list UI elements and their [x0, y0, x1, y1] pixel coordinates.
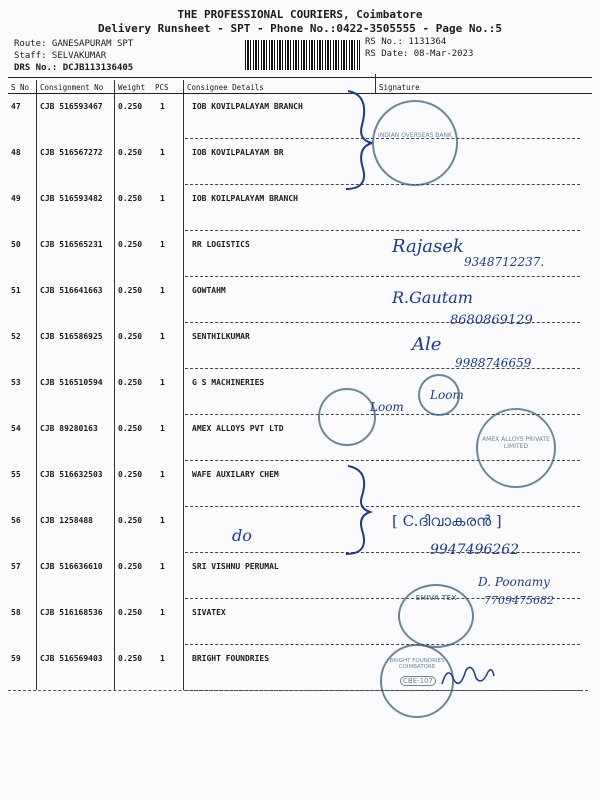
pcs-cell: 1: [160, 148, 165, 157]
signature-scribble: [438, 660, 498, 690]
consignee-name: WAFE AUXILARY CHEM: [192, 470, 279, 479]
rs-number: RS No.: 1131364: [365, 37, 447, 47]
consignment-number: CJB 516168536: [40, 608, 103, 617]
row-dashed-rule: [185, 644, 580, 645]
pcs-cell: 1: [160, 424, 165, 433]
consignee-name: IOB KOVILPALAYAM BRANCH: [192, 102, 303, 111]
sno-cell: 52: [11, 332, 21, 341]
weight-cell: 0.250: [118, 608, 143, 617]
consignee-name: SIVATEX: [192, 608, 226, 617]
phone-note: 7709475682: [484, 594, 554, 607]
col-signature: Signature: [379, 83, 420, 92]
pcs-cell: 1: [160, 470, 165, 479]
sno-cell: 48: [11, 148, 21, 157]
consignment-number: CJB 516593467: [40, 102, 103, 111]
signature: Loom: [430, 388, 464, 402]
phone-note: 9988746659: [455, 356, 532, 370]
pcs-cell: 1: [160, 332, 165, 341]
weight-cell: 0.250: [118, 654, 143, 663]
col-consignee: Consignee Details: [187, 83, 264, 92]
stamp-text: AMEX ALLOYS PRIVATE LIMITED: [482, 436, 550, 450]
iob-stamp: [372, 100, 458, 186]
weight-cell: 0.250: [118, 470, 143, 479]
sno-cell: 50: [11, 240, 21, 249]
route-label: Route: GANESAPURAM SPT: [14, 39, 134, 49]
pcs-cell: 1: [160, 516, 165, 525]
sno-cell: 57: [11, 562, 21, 571]
col-weight: Weight: [118, 83, 146, 92]
stamp-text: SHIVA TEX: [415, 594, 457, 602]
row-dashed-rule: [185, 230, 580, 231]
consignment-number: CJB 516569403: [40, 654, 103, 663]
signature: Ale: [412, 334, 442, 355]
bracket-mark: [340, 460, 380, 560]
stamp-code: CBE-107: [400, 676, 436, 686]
weight-cell: 0.250: [118, 516, 143, 525]
signature: [ C.ദിവാകരൻ ]: [392, 512, 502, 530]
row-dashed-rule: [185, 552, 580, 553]
runsheet-subtitle: Delivery Runsheet - SPT - Phone No.:0422-3505555 - Page No.:5: [98, 22, 502, 35]
weight-cell: 0.250: [118, 148, 143, 157]
signature: D. Poonamy: [478, 575, 550, 589]
consignee-name: SENTHILKUMAR: [192, 332, 250, 341]
staff-label: Staff: SELVAKUMAR: [14, 51, 107, 61]
col-sno: S No: [11, 83, 30, 92]
row-dashed-rule: [185, 184, 580, 185]
sno-cell: 54: [11, 424, 21, 433]
consignment-number: CJB 516565231: [40, 240, 103, 249]
stamp-text: INDIAN OVERSEAS BANK: [378, 132, 452, 139]
sno-cell: 49: [11, 194, 21, 203]
consignee-name: G S MACHINERIES: [192, 378, 265, 387]
company-title: THE PROFESSIONAL COURIERS, Coimbatore: [177, 8, 423, 21]
header-rule-bottom: [8, 93, 592, 94]
weight-cell: 0.250: [118, 194, 143, 203]
weight-cell: 0.250: [118, 424, 143, 433]
barcode: [245, 40, 360, 70]
consignment-number: CJB 516593482: [40, 194, 103, 203]
pcs-cell: 1: [160, 240, 165, 249]
gs-machineries-stamp: [318, 388, 376, 446]
shiva-tex-stamp: [398, 584, 474, 648]
consignment-number: CJB 516510594: [40, 378, 103, 387]
consignment-number: CJB 516641663: [40, 286, 103, 295]
sno-cell: 58: [11, 608, 21, 617]
pcs-cell: 1: [160, 562, 165, 571]
round-stamp: [418, 374, 460, 416]
table-row: [0, 604, 600, 650]
signature: Rajasek: [392, 236, 464, 257]
phone-note: 8680869129: [450, 313, 533, 328]
sno-cell: 53: [11, 378, 21, 387]
consignment-number: CJB 89280163: [40, 424, 98, 433]
weight-cell: 0.250: [118, 562, 143, 571]
row-dashed-rule: [185, 506, 580, 507]
weight-cell: 0.250: [118, 332, 143, 341]
weight-cell: 0.250: [118, 378, 143, 387]
pcs-cell: 1: [160, 194, 165, 203]
rs-date: RS Date: 08-Mar-2023: [365, 49, 474, 59]
sno-cell: 47: [11, 102, 21, 111]
sno-cell: 51: [11, 286, 21, 295]
pcs-cell: 1: [160, 654, 165, 663]
pcs-cell: 1: [160, 286, 165, 295]
weight-cell: 0.250: [118, 286, 143, 295]
signature: R.Gautam: [392, 288, 473, 307]
table-row: [0, 144, 600, 190]
amex-stamp: [476, 408, 556, 488]
consignee-name: RR LOGISTICS: [192, 240, 250, 249]
bottom-dashed-rule: [8, 690, 588, 691]
consignee-name: SRI VISHNU PERUMAL: [192, 562, 279, 571]
consignment-number: CJB 516632503: [40, 470, 103, 479]
stamp-text: BRIGHT FOUNDRIES COIMBATORE: [389, 658, 445, 670]
consignee-name: IOB KOVILPALAYAM BR: [192, 148, 284, 157]
sno-cell: 56: [11, 516, 21, 525]
pcs-cell: 1: [160, 608, 165, 617]
consignment-number: CJB 1258488: [40, 516, 93, 525]
col-consignment: Consignment No: [40, 83, 104, 92]
sno-cell: 59: [11, 654, 21, 663]
signature: Loom: [370, 400, 404, 414]
pcs-cell: 1: [160, 378, 165, 387]
weight-cell: 0.250: [118, 102, 143, 111]
sno-cell: 55: [11, 470, 21, 479]
consignee-name: GOWTAHM: [192, 286, 226, 295]
drs-number: DRS No.: DCJB113136405: [14, 63, 134, 73]
consignee-name: IOB KOILPALAYAM BRANCH: [192, 194, 298, 203]
consignee-name: AMEX ALLOYS PVT LTD: [192, 424, 284, 433]
consignee-name: BRIGHT FOUNDRIES: [192, 654, 270, 663]
table-row: [0, 98, 600, 144]
phone-note: 9348712237.: [464, 255, 545, 269]
phone-note: 9947496262: [430, 542, 520, 558]
consignment-number: CJB 516567272: [40, 148, 103, 157]
row-dashed-rule: [185, 276, 580, 277]
header-rule-top: [8, 77, 592, 78]
pcs-cell: 1: [160, 102, 165, 111]
consignment-number: CJB 516586925: [40, 332, 103, 341]
ditto-mark: do: [232, 526, 252, 545]
weight-cell: 0.250: [118, 240, 143, 249]
table-row: [0, 190, 600, 236]
col-pcs: PCS: [155, 83, 169, 92]
consignment-number: CJB 516636610: [40, 562, 103, 571]
